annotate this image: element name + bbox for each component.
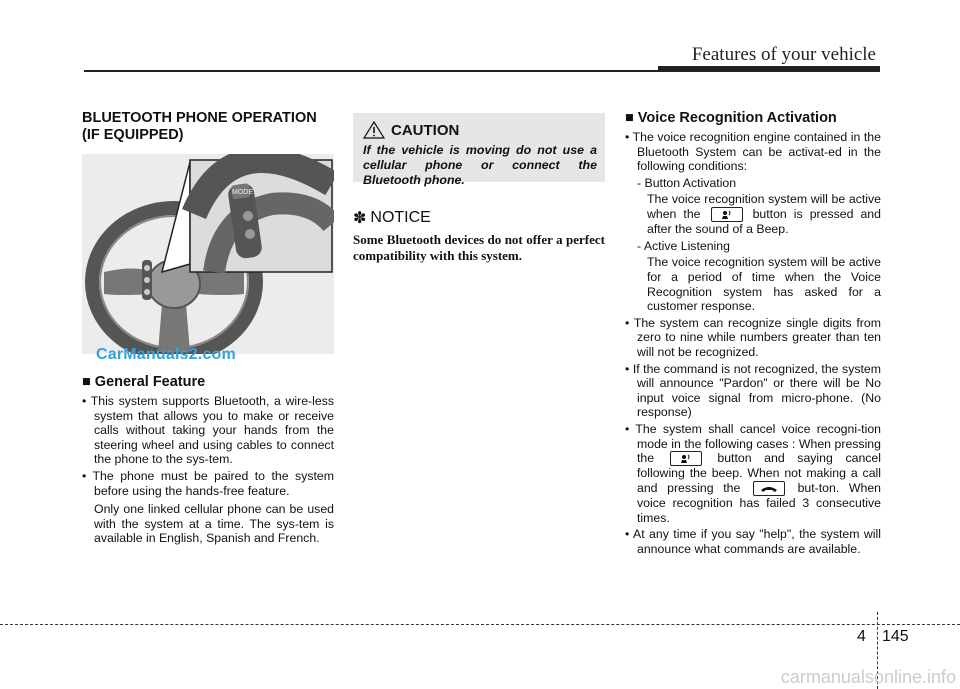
watermark-link[interactable]: CarManuals2.com bbox=[96, 346, 236, 363]
general-extra: Only one linked cellular phone can be used with the system at a time. The sys-tem is available in English, Spanish and French. bbox=[94, 502, 334, 546]
notice-title: NOTICE bbox=[370, 209, 431, 226]
caution-box bbox=[353, 113, 605, 187]
column-left bbox=[82, 110, 334, 144]
column-middle bbox=[353, 110, 605, 264]
footer-rule bbox=[0, 624, 960, 625]
general-feature-block bbox=[82, 374, 334, 548]
voice-bullet-2: • The system can recognize single digits from zero to nine while numbers greater than ten will not be recognized. bbox=[625, 315, 881, 359]
caution-text: If the vehicle is moving do not use a cellular phone or connect the Bluetooth phone. bbox=[363, 143, 597, 187]
steering-wheel-illustration bbox=[82, 154, 334, 354]
page-number: 145 bbox=[882, 628, 909, 645]
chapter-number: 4 bbox=[857, 628, 866, 645]
voice-bullet-4 bbox=[625, 422, 881, 525]
mode-label: MODE bbox=[232, 189, 253, 196]
caution-title: CAUTION bbox=[391, 121, 460, 139]
talk-button-icon bbox=[711, 207, 743, 222]
header-rule-thick bbox=[658, 66, 880, 72]
button-activation-text bbox=[625, 192, 881, 236]
voice-bullet-4-c: but-ton. When voice recognition has failed 3 consecutive times. bbox=[637, 480, 881, 525]
voice-bullet-4-a: • The system shall cancel voice recogni-tion mode in the following cases : When pressing the bbox=[625, 421, 881, 466]
voice-bullet-5: • At any time if you say "help", the system will announce what commands are available. bbox=[625, 527, 881, 556]
end-call-button-icon bbox=[753, 481, 785, 496]
button-activation-title: - Button Activation bbox=[637, 175, 737, 190]
general-feature-title: ■ General Feature bbox=[82, 374, 206, 390]
general-bullet-2: • The phone must be paired to the system before using the hands-free feature. bbox=[82, 468, 334, 498]
button-activation-text-b: button is pressed and after the sound of a Beep. bbox=[647, 206, 881, 237]
active-listening-text: The voice recognition system will be active for a period of time when the Voice Recognition system has asked for a customer response. bbox=[647, 255, 881, 314]
section-title: BLUETOOTH PHONE OPERATION (IF EQUIPPED) bbox=[82, 110, 317, 143]
notice-text: Some Bluetooth devices do not offer a perfect compatibility with this system. bbox=[353, 232, 605, 263]
button-activation-text-a: The voice recognition system will be active when the bbox=[647, 192, 881, 221]
warning-triangle-icon bbox=[363, 121, 385, 139]
voice-recognition-title: ■ Voice Recognition Activation bbox=[625, 110, 837, 126]
active-listening-title: - Active Listening bbox=[637, 238, 730, 253]
notice-header bbox=[353, 208, 605, 228]
steering-wheel-drawing bbox=[82, 154, 334, 354]
talk-button-icon bbox=[670, 451, 702, 466]
header-title: Features of your vehicle bbox=[691, 44, 876, 65]
general-bullet-1: • This system supports Bluetooth, a wire-less system that allows you to make or receive calls without taking your hands from the steering wheel and using cables to connect the phone to the sys-tem. bbox=[82, 394, 334, 467]
voice-bullet-1: • The voice recognition engine contained in the Bluetooth System can be activat-ed in the following conditions: bbox=[625, 130, 881, 174]
voice-bullet-3: • If the command is not recognized, the system will announce "Pardon" or there will be No input voice signal from micro-phone. (No response) bbox=[625, 361, 881, 420]
caution-header bbox=[363, 121, 597, 139]
bottom-watermark[interactable]: carmanualsonline.info bbox=[780, 667, 956, 687]
column-right bbox=[625, 110, 881, 559]
notice-star-icon: ✽ bbox=[353, 210, 367, 227]
voice-bullet-4-b: button and saying cancel following the beep. When not making a call and pressing the bbox=[637, 451, 882, 495]
